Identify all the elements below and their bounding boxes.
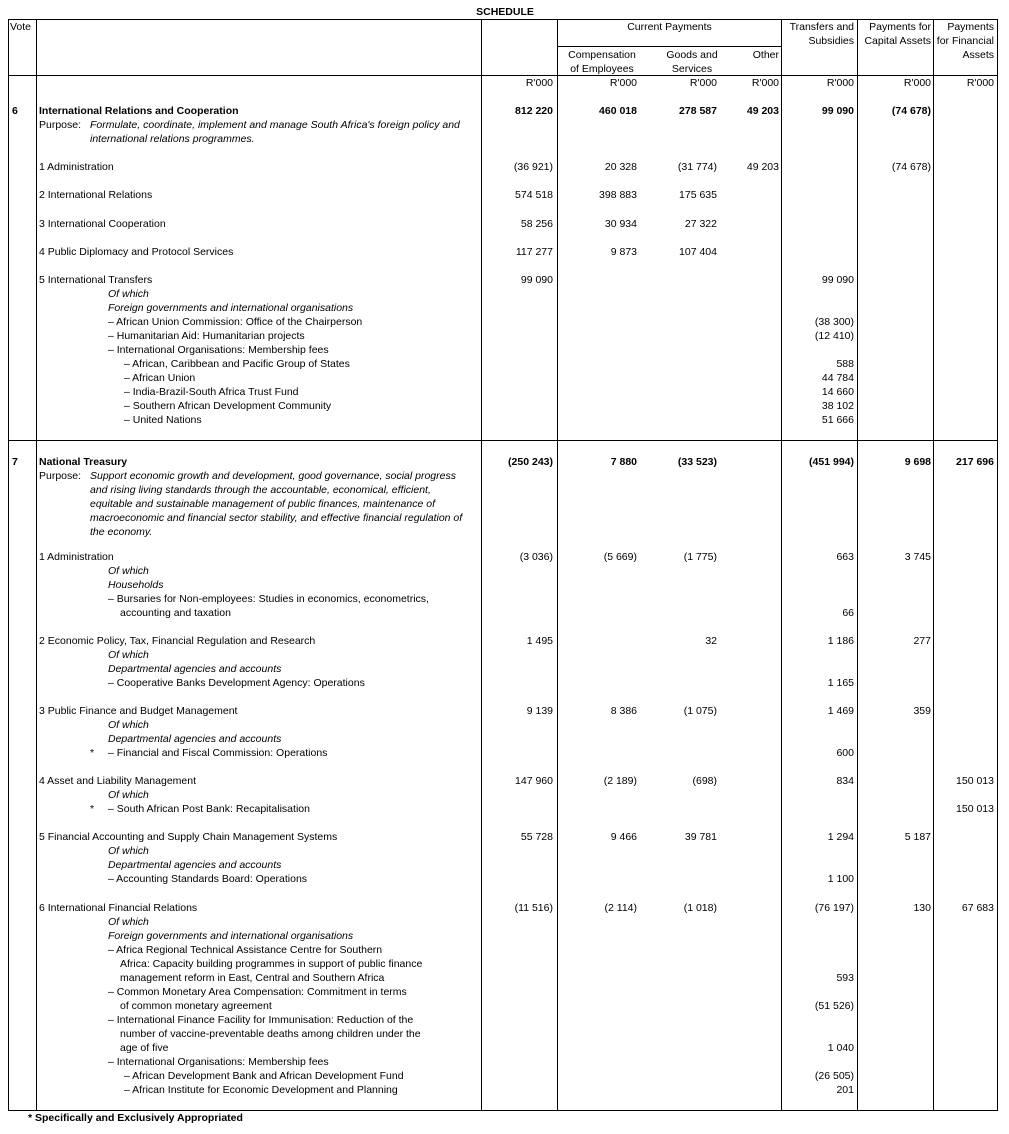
cell-trans: 588 — [836, 358, 854, 370]
unit-capital: R'000 — [903, 77, 931, 89]
row-label: – India-Brazil-South Africa Trust Fund — [124, 386, 299, 398]
cell-goods: 32 — [705, 635, 717, 647]
header-capital-2: Capital Assets — [864, 35, 931, 47]
header-transfers-2: Subsidies — [808, 35, 854, 47]
header-other: Other — [752, 49, 779, 61]
row-label: – Financial and Fiscal Commission: Operations — [108, 747, 328, 759]
row-label: and rising living standards through the accountable, economical, efficient, — [90, 484, 431, 496]
unit-goods: R'000 — [689, 77, 717, 89]
row-label: – Southern African Development Community — [124, 400, 332, 412]
cell-goods: 278 587 — [679, 105, 717, 117]
row-label: 2 Economic Policy, Tax, Financial Regulation and Research — [39, 635, 316, 647]
rule-vote-separator — [8, 440, 998, 441]
col-border-capital — [933, 19, 934, 1111]
cell-trans: (38 300) — [814, 316, 854, 328]
cell-comp: (5 669) — [603, 551, 637, 563]
cell-comp: 20 328 — [604, 161, 637, 173]
cell-trans: 834 — [836, 775, 854, 787]
rule-current-payments — [557, 46, 782, 47]
appropriation-marker: * — [90, 747, 95, 759]
cell-trans: 593 — [836, 972, 854, 984]
row-label: international relations programmes. — [90, 133, 255, 145]
cell-goods: (1 775) — [683, 551, 717, 563]
row-label: National Treasury — [39, 456, 128, 468]
unit-transfers: R'000 — [826, 77, 854, 89]
cell-trans: 14 660 — [821, 386, 854, 398]
rule-header — [8, 75, 998, 76]
cell-total: 99 090 — [520, 274, 553, 286]
cell-capital: (74 678) — [891, 161, 931, 173]
appropriation-marker: * — [90, 803, 95, 815]
row-label: Departmental agencies and accounts — [108, 663, 282, 675]
row-label: 1 Administration — [39, 551, 114, 563]
cell-trans: 600 — [836, 747, 854, 759]
col-border-vote — [36, 19, 37, 1111]
cell-trans: (451 994) — [809, 456, 854, 468]
row-label: Departmental agencies and accounts — [108, 733, 282, 745]
cell-capital: 130 — [913, 902, 931, 914]
cell-capital: 277 — [913, 635, 931, 647]
cell-goods: 27 322 — [684, 218, 717, 230]
cell-total: 574 518 — [515, 189, 553, 201]
cell-comp: 9 466 — [610, 831, 637, 843]
cell-fin: 150 013 — [956, 803, 994, 815]
row-label: macroeconomic and financial sector stability, and effective financial regulation of — [90, 512, 463, 524]
row-label: Africa: Capacity building programmes in support of public finance — [120, 958, 423, 970]
cell-goods: (31 774) — [677, 161, 717, 173]
header-transfers-1: Transfers and — [789, 21, 854, 33]
row-label: Formulate, coordinate, implement and manage South Africa's foreign policy and — [90, 119, 460, 131]
vote-number: 6 — [12, 105, 18, 117]
cell-trans: 38 102 — [821, 400, 854, 412]
cell-goods: (1 018) — [683, 902, 717, 914]
row-label: – International Organisations: Membership fees — [108, 344, 329, 356]
row-label: – Africa Regional Technical Assistance Centre for Southern — [108, 944, 383, 956]
cell-capital: 3 745 — [904, 551, 931, 563]
row-label: number of vaccine-preventable deaths among children under the — [120, 1028, 421, 1040]
cell-total: 9 139 — [526, 705, 553, 717]
schedule-title: SCHEDULE — [476, 6, 534, 18]
cell-comp: (2 114) — [604, 902, 637, 914]
row-label: accounting and taxation — [120, 607, 231, 619]
row-label: age of five — [120, 1042, 169, 1054]
cell-total: (36 921) — [513, 161, 553, 173]
cell-trans: 1 100 — [827, 873, 854, 885]
row-label: Of which — [108, 565, 149, 577]
cell-fin: 67 683 — [961, 902, 994, 914]
row-label: – African Development Bank and African Development Fund — [124, 1070, 404, 1082]
col-border-left — [8, 19, 9, 1111]
col-border-current — [781, 19, 782, 1111]
row-label: Support economic growth and development, good governance, social progress — [90, 470, 456, 482]
cell-trans: 201 — [836, 1084, 854, 1096]
row-label: of common monetary agreement — [120, 1000, 272, 1012]
row-label: 6 International Financial Relations — [39, 902, 198, 914]
unit-financial: R'000 — [966, 77, 994, 89]
cell-comp: 7 880 — [610, 456, 637, 468]
cell-trans: (51 526) — [814, 1000, 854, 1012]
row-label: – South African Post Bank: Recapitalisation — [108, 803, 310, 815]
row-label: Of which — [108, 649, 149, 661]
cell-total: 812 220 — [515, 105, 553, 117]
cell-goods: 107 404 — [679, 246, 717, 258]
row-label: International Relations and Cooperation — [39, 105, 239, 117]
cell-trans: (12 410) — [814, 330, 854, 342]
cell-trans: 1 186 — [827, 635, 854, 647]
row-label: – African Union — [124, 372, 196, 384]
row-label: Of which — [108, 845, 149, 857]
unit-other: R'000 — [751, 77, 779, 89]
header-vote: Vote — [10, 21, 32, 33]
row-label: 3 International Cooperation — [39, 218, 166, 230]
cell-total: 117 277 — [515, 246, 553, 258]
col-border-transfers — [857, 19, 858, 1111]
cell-capital: (74 678) — [891, 105, 931, 117]
cell-trans: 51 666 — [821, 414, 854, 426]
cell-trans: 1 294 — [827, 831, 854, 843]
cell-goods: (33 523) — [677, 456, 717, 468]
col-border-label — [481, 19, 482, 1111]
cell-total: 58 256 — [520, 218, 553, 230]
cell-comp: (2 189) — [603, 775, 637, 787]
header-financial-1: Payments — [947, 21, 994, 33]
cell-goods: (698) — [692, 775, 717, 787]
cell-trans: 663 — [836, 551, 854, 563]
cell-trans: 1 165 — [827, 677, 854, 689]
row-label: – Humanitarian Aid: Humanitarian projects — [108, 330, 305, 342]
row-label: the economy. — [90, 526, 153, 538]
cell-comp: 8 386 — [610, 705, 637, 717]
cell-comp: 398 883 — [599, 189, 637, 201]
purpose-label: Purpose: — [39, 470, 82, 482]
cell-capital: 5 187 — [904, 831, 931, 843]
cell-comp: 9 873 — [610, 246, 637, 258]
row-label: – African Union Commission: Office of the Chairperson — [108, 316, 363, 328]
cell-trans: (26 505) — [814, 1070, 854, 1082]
row-label: equitable and sustainable management of public finances, maintenance of — [90, 498, 435, 510]
cell-total: 147 960 — [515, 775, 553, 787]
row-label: Foreign governments and international organisations — [108, 302, 354, 314]
row-label: Of which — [108, 719, 149, 731]
cell-trans: 99 090 — [821, 105, 854, 117]
row-label: Foreign governments and international organisations — [108, 930, 354, 942]
row-label: Of which — [108, 288, 149, 300]
row-label: Households — [108, 579, 164, 591]
row-label: – International Finance Facility for Immunisation: Reduction of the — [108, 1014, 414, 1026]
cell-comp: 460 018 — [599, 105, 637, 117]
cell-trans: (76 197) — [814, 902, 854, 914]
cell-fin: 150 013 — [956, 775, 994, 787]
cell-trans: 66 — [842, 607, 854, 619]
cell-goods: 175 635 — [679, 189, 717, 201]
rule-top — [8, 19, 998, 20]
cell-total: (3 036) — [519, 551, 553, 563]
row-label: management reform in East, Central and Southern Africa — [120, 972, 385, 984]
row-label: 3 Public Finance and Budget Management — [39, 705, 238, 717]
row-label: Of which — [108, 916, 149, 928]
row-label: 4 Public Diplomacy and Protocol Services — [39, 246, 234, 258]
cell-total: 55 728 — [520, 831, 553, 843]
row-label: – Common Monetary Area Compensation: Commitment in terms — [108, 986, 407, 998]
cell-comp: 30 934 — [604, 218, 637, 230]
row-label: – Bursaries for Non-employees: Studies in economics, econometrics, — [108, 593, 429, 605]
row-label: – International Organisations: Membership fees — [108, 1056, 329, 1068]
header-goods-2: Services — [671, 63, 713, 75]
row-label: – Cooperative Banks Development Agency: Operations — [108, 677, 365, 689]
header-capital-1: Payments for — [869, 21, 931, 33]
purpose-label: Purpose: — [39, 119, 82, 131]
row-label: Departmental agencies and accounts — [108, 859, 282, 871]
cell-total: 1 495 — [526, 635, 553, 647]
cell-total: (250 243) — [508, 456, 553, 468]
row-label: 2 International Relations — [39, 189, 153, 201]
vote-number: 7 — [12, 456, 18, 468]
unit-total: R'000 — [525, 77, 553, 89]
row-label: 5 Financial Accounting and Supply Chain Management Systems — [39, 831, 338, 843]
col-border-total — [557, 19, 558, 1111]
header-financial-3: Assets — [962, 49, 994, 61]
cell-capital: 359 — [913, 705, 931, 717]
cell-trans: 99 090 — [821, 274, 854, 286]
footnote: * Specifically and Exclusively Appropriated — [28, 1112, 243, 1124]
cell-fin: 217 696 — [956, 456, 994, 468]
header-compensation-1: Compensation — [568, 49, 636, 61]
row-label: – African Institute for Economic Development and Planning — [124, 1084, 398, 1096]
cell-trans: 44 784 — [821, 372, 854, 384]
cell-goods: (1 075) — [683, 705, 717, 717]
row-label: – Accounting Standards Board: Operations — [108, 873, 308, 885]
cell-other: 49 203 — [746, 161, 779, 173]
header-goods-1: Goods and — [666, 49, 718, 61]
cell-trans: 1 469 — [827, 705, 854, 717]
row-label: 4 Asset and Liability Management — [39, 775, 197, 787]
row-label: 5 International Transfers — [39, 274, 153, 286]
header-financial-2: for Financial — [936, 35, 994, 47]
row-label: – United Nations — [124, 414, 202, 426]
cell-other: 49 203 — [746, 105, 779, 117]
row-label: – African, Caribbean and Pacific Group of States — [124, 358, 350, 370]
cell-trans: 1 040 — [827, 1042, 854, 1054]
col-border-right — [997, 19, 998, 1111]
row-label: Of which — [108, 789, 149, 801]
cell-capital: 9 698 — [904, 456, 931, 468]
cell-total: (11 516) — [514, 902, 553, 914]
cell-goods: 39 781 — [684, 831, 717, 843]
header-current-payments: Current Payments — [627, 21, 712, 33]
row-label: 1 Administration — [39, 161, 114, 173]
header-compensation-2: of Employees — [570, 63, 634, 75]
unit-compensation: R'000 — [609, 77, 637, 89]
